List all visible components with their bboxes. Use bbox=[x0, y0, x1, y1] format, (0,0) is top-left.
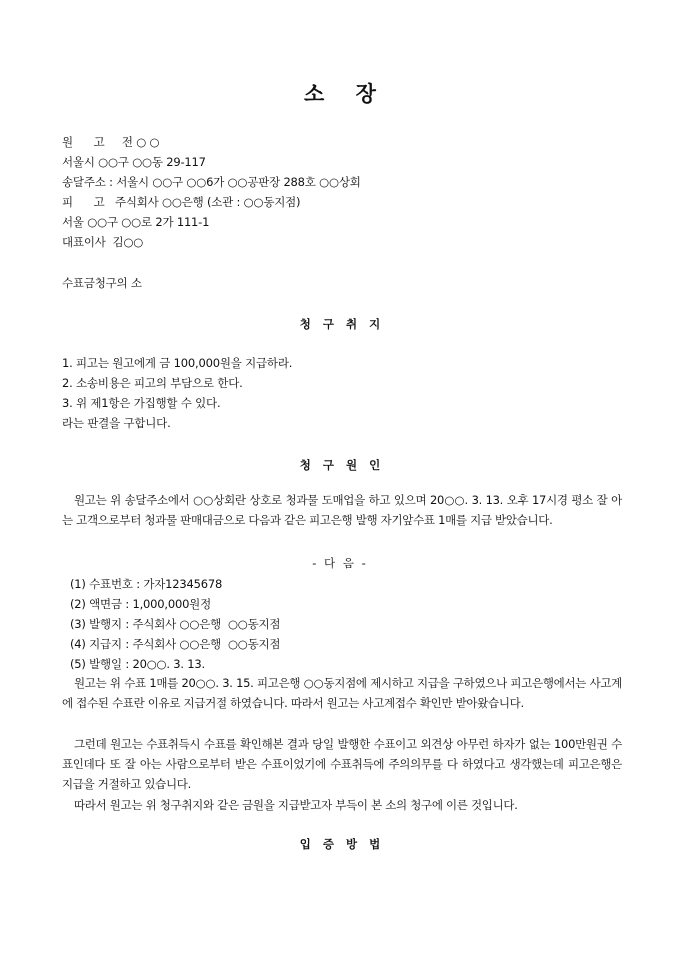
claim-purpose-closing: 라는 판결을 구합니다. bbox=[62, 416, 171, 430]
plaintiff-label: 원 고 bbox=[62, 135, 105, 149]
claim-purpose-heading: 청 구 취 지 bbox=[299, 317, 385, 331]
plaintiff-line bbox=[62, 135, 159, 149]
defendant-address: 서울 ○○구 ○○로 2가 111-1 bbox=[62, 215, 210, 229]
check-detail-item: (3) 발행지 : 주식회사 ○○은행 ○○동지점 bbox=[70, 617, 281, 631]
claim-cause-paragraph: 원고는 위 송달주소에서 ○○상회란 상호로 청과물 도매업을 하고 있으며 20○○. 3. 13. 오후 17시경 평소 잘 아는 고객으로부터 청과물 판매대금으로 다음과 같은 피고은행 발행 자기앞수표 1매를 지급 받았습니다. bbox=[62, 493, 622, 527]
case-name: 수표금청구의 소 bbox=[62, 276, 142, 290]
claim-purpose-item: 3. 위 제1항은 가집행할 수 있다. bbox=[62, 396, 221, 410]
claim-cause-heading: 청 구 원 인 bbox=[299, 458, 385, 472]
evidence-heading: 입 증 방 법 bbox=[299, 837, 385, 851]
check-detail-item: (5) 발행일 : 20○○. 3. 13. bbox=[70, 657, 205, 671]
defendant-line bbox=[62, 195, 300, 209]
defendant-name: 주식회사 ○○은행 (소관 : ○○동지점) bbox=[114, 195, 301, 209]
check-detail-item: (4) 지급지 : 주식회사 ○○은행 ○○동지점 bbox=[70, 637, 281, 651]
plaintiff-address: 서울시 ○○구 ○○동 29-117 bbox=[62, 155, 206, 169]
defendant-representative: 대표이사 김○○ bbox=[62, 235, 144, 249]
plaintiff-name: 전 ○ ○ bbox=[121, 135, 160, 149]
defendant-label: 피 고 bbox=[62, 195, 105, 209]
notice-label: - 다 음 - bbox=[312, 556, 368, 570]
document-title: 소 장 bbox=[304, 81, 388, 106]
claim-cause-paragraph: 원고는 위 수표 1매를 20○○. 3. 15. 피고은행 ○○동지점에 제시하고 지급을 구하였으나 피고은행에서는 사고계에 접수된 수표란 이유로 지급거절 하였습니다. 따라서 원고는 사고계접수 확인만 받아왔습니다. bbox=[62, 676, 622, 710]
check-detail-item: (1) 수표번호 : 가자12345678 bbox=[70, 577, 223, 591]
plaintiff-delivery-address: 송달주소 : 서울시 ○○구 ○○6가 ○○공판장 288호 ○○상회 bbox=[62, 175, 361, 189]
check-detail-item: (2) 액면금 : 1,000,000원정 bbox=[70, 597, 212, 611]
claim-cause-paragraph: 따라서 원고는 위 청구취지와 같은 금원을 지급받고자 부득이 본 소의 청구에 이른 것입니다. bbox=[74, 798, 518, 812]
claim-cause-paragraph: 그런데 원고는 수표취득시 수표를 확인해본 결과 당일 발행한 수표이고 외견상 아무런 하자가 없는 100만원권 수표인데다 또 잘 아는 사람으로부터 받은 수표이었기에 수표취득에 주의의무를 다 하였다고 생각했는데 피고은행은 지급을 거절하고 있습니다. bbox=[62, 737, 622, 791]
claim-purpose-item: 1. 피고는 원고에게 금 100,000원을 지급하라. bbox=[62, 356, 293, 370]
claim-purpose-item: 2. 소송비용은 피고의 부담으로 한다. bbox=[62, 376, 243, 390]
